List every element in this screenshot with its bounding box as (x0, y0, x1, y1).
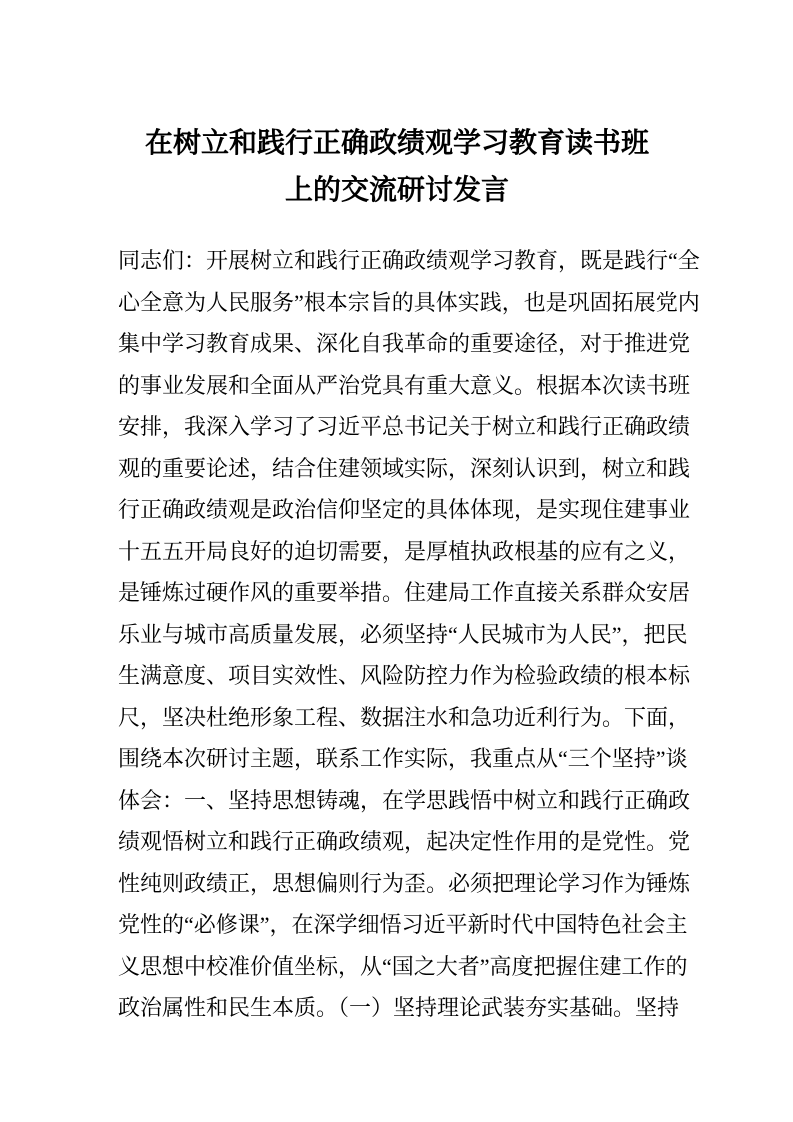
title-line-1: 在树立和践行正确政绩观学习教育读书班 (144, 128, 649, 159)
body-text-line: 生满意度、项目实效性、风险防控力作为检验政绩的根本标 (118, 663, 691, 688)
body-text-line: 政治属性和民生本质。（一）坚持理论武装夯实基础。坚持 (118, 995, 680, 1020)
document-body (118, 240, 700, 1029)
body-text-line: 行正确政绩观是政治信仰坚定的具体体现，是实现住建事业 (118, 497, 691, 522)
body-text-line: 绩观悟树立和践行正确政绩观，起决定性作用的是党性。党 (118, 829, 691, 854)
body-text-line: 是锤炼过硬作风的重要举措。住建局工作直接关系群众安居 (118, 580, 691, 605)
body-text-line: 十五五开局良好的迫切需要，是厚植执政根基的应有之义， (118, 538, 691, 564)
body-text-line: 同志们：开展树立和践行正确政绩观学习教育，既是践行“全 (118, 248, 700, 273)
body-text-line: 安排，我深入学习了习近平总书记关于树立和践行正确政绩 (118, 414, 691, 439)
body-text-line: 乐业与城市高质量发展，必须坚持“人民城市为人民”，把民 (118, 621, 688, 647)
body-text-line: 心全意为人民服务”根本宗旨的具体实践，也是巩固拓展党内 (118, 289, 700, 315)
title-line-2: 上的交流研讨发言 (284, 175, 509, 206)
body-text-line: 性纯则政绩正，思想偏则行为歪。必须把理论学习作为锤炼 (118, 870, 691, 896)
body-text-line: 党性的“必修课”，在深学细悟习近平新时代中国特色社会主 (118, 912, 688, 937)
body-text-line: 尺，坚决杜绝形象工程、数据注水和急功近利行为。下面， (118, 704, 691, 730)
body-text-line: 观的重要论述，结合住建领域实际，深刻认识到，树立和践 (118, 455, 691, 481)
body-text-line: 体会：一、坚持思想铸魂，在学思践悟中树立和践行正确政 (118, 787, 691, 813)
body-text-line: 集中学习教育成果、深化自我革命的重要途径，对于推进党 (118, 331, 691, 356)
body-text-line: 的事业发展和全面从严治党具有重大意义。根据本次读书班 (118, 372, 691, 398)
document-title (118, 120, 676, 214)
body-text-line: 围绕本次研讨主题，联系工作实际，我重点从“三个坚持”谈 (118, 746, 688, 771)
body-text-line: 义思想中校准价值坐标，从“国之大者”高度把握住建工作的 (118, 953, 688, 979)
